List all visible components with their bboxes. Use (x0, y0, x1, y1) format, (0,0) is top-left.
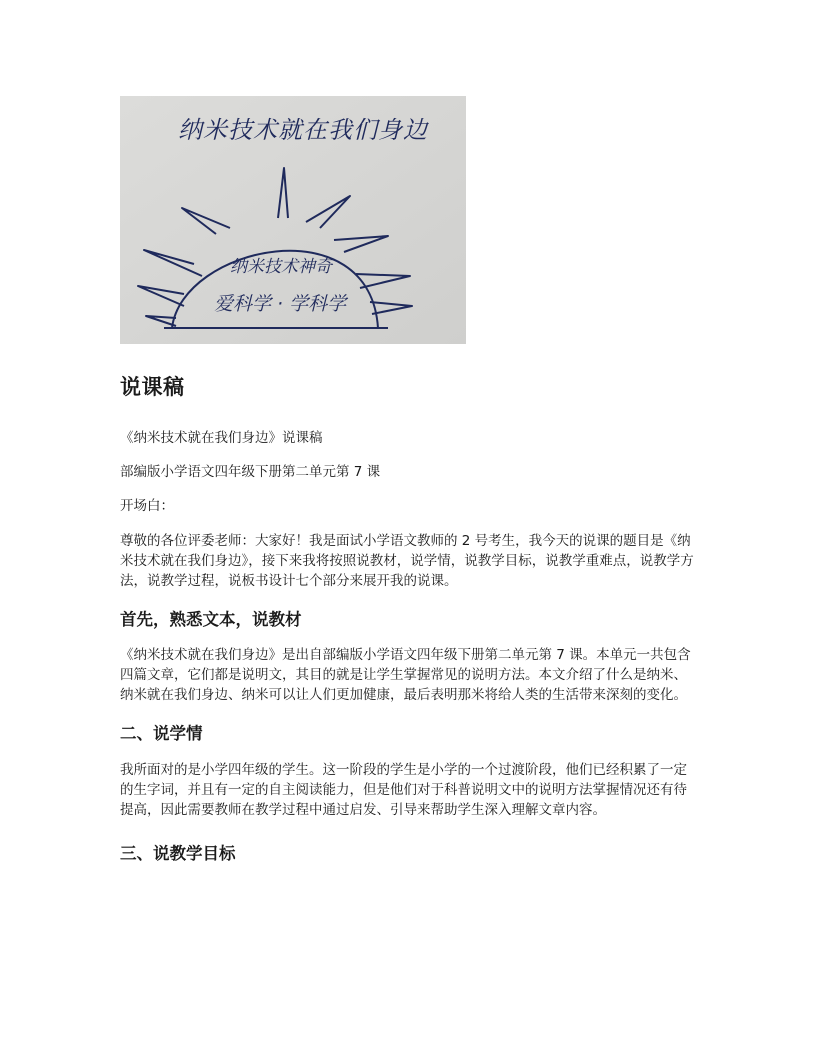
handwritten-title: 纳米技术就在我们身边 (178, 116, 428, 144)
doc-heading: 说课稿 (120, 375, 185, 399)
handwritten-line2: 爱科学 · 学科学 (214, 293, 347, 315)
intro-paragraph: 尊敬的各位评委老师：大家好！我是面试小学语文教师的 2 号考生，我今天的说课的题目是《纳米技术就在我们身边》，接下来我将按照说教材，说学情，说教学目标，说教学重难点，说教学方法，说教学过程，说板书设计七个部分来展开我的说课。 (120, 533, 694, 589)
lesson-title-line: 《纳米技术就在我们身边》说课稿 (120, 430, 323, 446)
section-body-students: 我所面对的是小学四年级的学生。这一阶段的学生是小学的一个过渡阶段，他们已经积累了一定的生字词，并且有一定的自主阅读能力，但是他们对于科普说明文中的说明方法掌握情况还有待提高，因此需要教师在教学过程中通过启发、引导来帮助学生深入理解文章内容。 (120, 762, 687, 818)
textbook-info-line: 部编版小学语文四年级下册第二单元第 7 课 (120, 464, 381, 480)
handwritten-line1: 纳米技术神奇 (230, 257, 332, 277)
document-page (120, 96, 696, 865)
opening-label: 开场白： (120, 498, 174, 514)
section-body-textbook: 《纳米技术就在我们身边》是出自部编版小学语文四年级下册第二单元第 7 课。本单元一共包含四篇文章，它们都是说明文，其目的就是让学生掌握常见的说明方法。本文介绍了什么是纳米、纳米就在我们身边、纳米可以让人们更加健康，最后表明那米将给人类的生活带来深刻的变化。 (120, 647, 691, 703)
section-heading-objectives: 三、说教学目标 (120, 844, 236, 863)
section-heading-textbook: 首先，熟悉文本，说教材 (120, 610, 302, 629)
blackboard-design-photo (120, 96, 466, 344)
section-heading-students: 二、说学情 (120, 724, 203, 743)
